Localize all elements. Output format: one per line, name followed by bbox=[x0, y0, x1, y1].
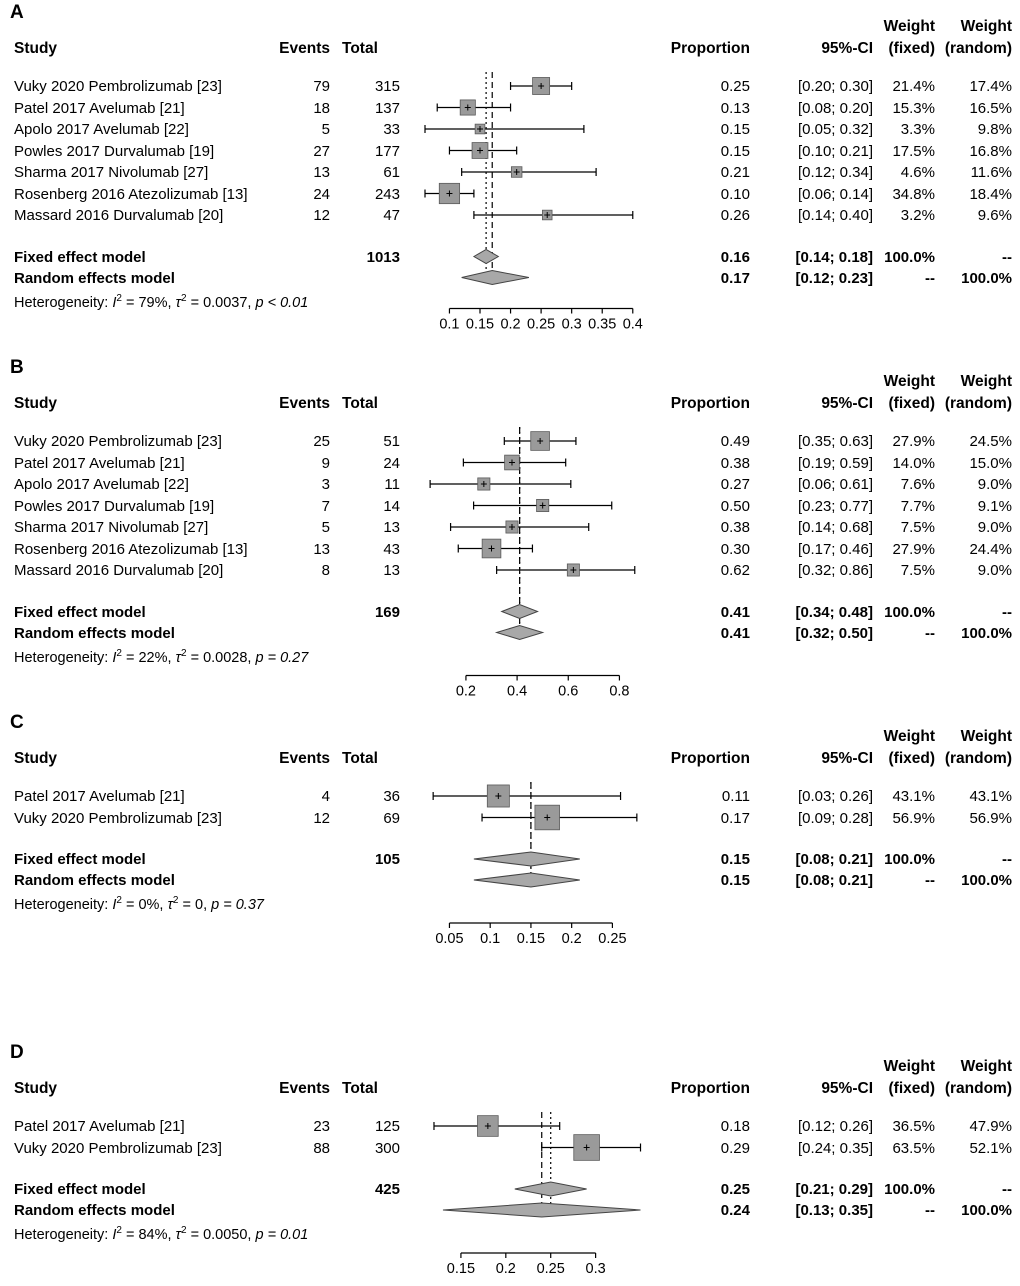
study-proportion: 0.21 bbox=[720, 164, 750, 181]
study-events: 8 bbox=[321, 562, 330, 579]
column-header-weight-fixed-sub: (fixed) bbox=[888, 395, 935, 412]
study-label: Apolo 2017 Avelumab [22] bbox=[14, 121, 189, 138]
random-effects-ci: [0.12; 0.23] bbox=[795, 269, 873, 287]
study-total: 51 bbox=[383, 433, 400, 450]
study-events: 13 bbox=[313, 164, 330, 181]
panel-letter: D bbox=[10, 1042, 24, 1063]
fixed-effect-ci: [0.14; 0.18] bbox=[795, 248, 873, 266]
study-ci: [0.19; 0.59] bbox=[797, 454, 873, 472]
study-events: 27 bbox=[313, 142, 330, 160]
study-proportion: 0.15 bbox=[720, 121, 750, 138]
column-header-study: Study bbox=[14, 40, 58, 57]
study-proportion: 0.15 bbox=[720, 142, 750, 160]
forest-plot-area bbox=[365, 782, 705, 951]
column-header-weight-fixed: Weight bbox=[883, 1058, 935, 1075]
study-ci: [0.06; 0.61] bbox=[797, 476, 873, 493]
svg-text:0.2: 0.2 bbox=[500, 316, 521, 333]
study-total: 61 bbox=[383, 164, 400, 181]
svg-text:0.2: 0.2 bbox=[561, 931, 582, 947]
column-header-ci: 95%-CI bbox=[821, 395, 873, 412]
study-weight-fixed: 17.5% bbox=[892, 142, 935, 160]
study-proportion: 0.18 bbox=[720, 1118, 750, 1135]
svg-text:0.05: 0.05 bbox=[435, 931, 464, 947]
random-effects-label: Random effects model bbox=[14, 269, 175, 287]
random-effects-weight-random: 100.0% bbox=[961, 624, 1012, 642]
fixed-effect-total: 169 bbox=[374, 603, 400, 621]
study-label: Patel 2017 Avelumab [21] bbox=[14, 454, 185, 472]
column-header-study: Study bbox=[14, 750, 58, 767]
svg-text:0.25: 0.25 bbox=[526, 316, 556, 333]
study-weight-fixed: 15.3% bbox=[892, 99, 935, 117]
study-weight-random: 15.0% bbox=[969, 454, 1012, 472]
study-weight-fixed: 7.7% bbox=[900, 497, 935, 515]
study-label: Massard 2016 Durvalumab [20] bbox=[14, 207, 224, 224]
svg-text:0.8: 0.8 bbox=[609, 683, 630, 700]
fixed-effect-total: 1013 bbox=[366, 248, 400, 266]
study-weight-random: 18.4% bbox=[969, 185, 1012, 203]
study-weight-fixed: 7.5% bbox=[900, 562, 935, 579]
study-weight-fixed: 3.3% bbox=[900, 121, 935, 138]
fixed-effect-proportion: 0.41 bbox=[720, 603, 750, 621]
random-effects-weight-random: 100.0% bbox=[961, 872, 1012, 889]
study-proportion: 0.49 bbox=[720, 433, 750, 450]
column-header-study: Study bbox=[14, 1080, 58, 1097]
random-effects-ci: [0.13; 0.35] bbox=[795, 1202, 873, 1219]
svg-text:0.2: 0.2 bbox=[455, 683, 477, 700]
fixed-effect-weight-fixed: 100.0% bbox=[884, 1181, 935, 1198]
study-total: 69 bbox=[383, 809, 400, 827]
column-header-weight-fixed-sub: (fixed) bbox=[888, 1080, 935, 1097]
column-header-weight-fixed-sub: (fixed) bbox=[888, 40, 935, 57]
column-header-ci: 95%-CI bbox=[821, 1080, 873, 1097]
svg-text:0.15: 0.15 bbox=[446, 1261, 476, 1277]
study-weight-fixed: 63.5% bbox=[892, 1139, 935, 1157]
column-header-events: Events bbox=[279, 395, 330, 412]
study-weight-random: 16.5% bbox=[969, 99, 1012, 117]
study-weight-random: 16.8% bbox=[969, 142, 1012, 160]
study-weight-fixed: 21.4% bbox=[892, 78, 935, 95]
study-total: 43 bbox=[383, 540, 400, 558]
study-total: 11 bbox=[384, 476, 400, 493]
study-total: 13 bbox=[383, 562, 400, 579]
heterogeneity-text: Heterogeneity: $I^2 = 22\%$, $\tau^2 = 0.0028$, p = 0.27 bbox=[14, 647, 309, 666]
column-header-proportion: Proportion bbox=[670, 40, 750, 57]
fixed-effect-proportion: 0.25 bbox=[720, 1181, 750, 1198]
study-label: Vuky 2020 Pembrolizumab [23] bbox=[14, 1139, 222, 1157]
study-total: 36 bbox=[383, 788, 400, 805]
study-ci: [0.14; 0.68] bbox=[797, 519, 873, 536]
study-weight-random: 17.4% bbox=[969, 78, 1012, 95]
study-weight-fixed: 27.9% bbox=[892, 540, 935, 558]
study-label: Patel 2017 Avelumab [21] bbox=[14, 1118, 185, 1135]
forest-plot-area bbox=[365, 1112, 705, 1281]
study-weight-fixed: 56.9% bbox=[892, 809, 935, 827]
study-weight-fixed: 27.9% bbox=[892, 433, 935, 450]
study-ci: [0.35; 0.63] bbox=[797, 433, 873, 450]
study-weight-fixed: 36.5% bbox=[892, 1118, 935, 1135]
study-ci: [0.23; 0.77] bbox=[797, 497, 873, 515]
study-ci: [0.10; 0.21] bbox=[797, 142, 873, 160]
fixed-effect-weight-fixed: 100.0% bbox=[884, 248, 935, 266]
column-header-weight-random-sub: (random) bbox=[944, 750, 1012, 767]
study-events: 4 bbox=[321, 788, 330, 805]
column-header-proportion: Proportion bbox=[670, 750, 750, 767]
study-events: 9 bbox=[321, 454, 330, 472]
panel-plot-b bbox=[365, 427, 705, 704]
study-total: 300 bbox=[374, 1139, 400, 1157]
column-header-weight-random-sub: (random) bbox=[944, 1080, 1012, 1097]
fixed-effect-ci: [0.21; 0.29] bbox=[795, 1181, 873, 1198]
svg-text:0.4: 0.4 bbox=[507, 683, 528, 700]
random-effects-proportion: 0.17 bbox=[720, 269, 750, 287]
random-effects-weight-fixed: -- bbox=[925, 872, 935, 889]
fixed-effect-ci: [0.34; 0.48] bbox=[795, 603, 873, 621]
random-effects-weight-fixed: -- bbox=[925, 1202, 935, 1219]
svg-text:0.2: 0.2 bbox=[495, 1261, 516, 1277]
study-total: 243 bbox=[374, 185, 400, 203]
study-total: 137 bbox=[374, 99, 400, 117]
column-header-proportion: Proportion bbox=[670, 1080, 750, 1097]
study-events: 3 bbox=[321, 476, 330, 493]
fixed-effect-weight-random: -- bbox=[1002, 248, 1012, 266]
study-label: Vuky 2020 Pembrolizumab [23] bbox=[14, 809, 222, 827]
study-total: 177 bbox=[374, 142, 400, 160]
study-events: 13 bbox=[313, 540, 330, 558]
random-effects-weight-random: 100.0% bbox=[961, 269, 1012, 287]
svg-text:0.25: 0.25 bbox=[536, 1261, 565, 1277]
panel-plot-d bbox=[365, 1112, 705, 1281]
study-label: Vuky 2020 Pembrolizumab [23] bbox=[14, 78, 222, 95]
study-weight-fixed: 14.0% bbox=[892, 454, 935, 472]
study-weight-fixed: 7.5% bbox=[900, 519, 935, 536]
column-header-events: Events bbox=[279, 750, 330, 767]
study-weight-fixed: 3.2% bbox=[900, 207, 935, 224]
study-events: 5 bbox=[321, 519, 330, 536]
svg-text:0.1: 0.1 bbox=[480, 931, 501, 947]
study-ci: [0.09; 0.28] bbox=[797, 809, 873, 827]
study-label: Powles 2017 Durvalumab [19] bbox=[14, 142, 215, 160]
column-header-weight-random: Weight bbox=[960, 1058, 1012, 1075]
fixed-effect-label: Fixed effect model bbox=[14, 603, 146, 621]
study-weight-fixed: 34.8% bbox=[892, 185, 935, 203]
study-ci: [0.05; 0.32] bbox=[797, 121, 873, 138]
study-label: Vuky 2020 Pembrolizumab [23] bbox=[14, 433, 222, 450]
study-label: Apolo 2017 Avelumab [22] bbox=[14, 476, 189, 493]
random-effects-proportion: 0.41 bbox=[720, 624, 750, 642]
study-weight-random: 47.9% bbox=[969, 1118, 1012, 1135]
column-header-weight-fixed: Weight bbox=[883, 728, 935, 745]
study-proportion: 0.26 bbox=[720, 207, 750, 224]
study-weight-random: 9.0% bbox=[977, 562, 1012, 579]
study-weight-random: 11.6% bbox=[970, 164, 1012, 181]
column-header-total: Total bbox=[342, 395, 378, 412]
random-effects-proportion: 0.24 bbox=[720, 1202, 750, 1219]
study-events: 24 bbox=[313, 185, 330, 203]
study-label: Massard 2016 Durvalumab [20] bbox=[14, 562, 224, 579]
random-effects-proportion: 0.15 bbox=[720, 872, 750, 889]
study-weight-random: 52.1% bbox=[969, 1139, 1012, 1157]
heterogeneity-text: Heterogeneity: $I^2 = 0\%$, $\tau^2 = 0$, p = 0.37 bbox=[14, 895, 264, 913]
random-effects-weight-fixed: -- bbox=[925, 269, 935, 287]
random-effects-label: Random effects model bbox=[14, 1202, 175, 1219]
fixed-effect-ci: [0.08; 0.21] bbox=[795, 851, 873, 868]
fixed-effect-weight-fixed: 100.0% bbox=[884, 603, 935, 621]
study-events: 79 bbox=[313, 78, 330, 95]
column-header-total: Total bbox=[342, 750, 378, 767]
fixed-effect-proportion: 0.15 bbox=[720, 851, 750, 868]
study-proportion: 0.38 bbox=[720, 519, 750, 536]
column-header-ci: 95%-CI bbox=[821, 750, 873, 767]
study-weight-random: 9.1% bbox=[977, 497, 1012, 515]
study-label: Patel 2017 Avelumab [21] bbox=[14, 99, 185, 117]
study-ci: [0.08; 0.20] bbox=[797, 99, 873, 117]
study-proportion: 0.38 bbox=[720, 454, 750, 472]
fixed-effect-total: 105 bbox=[374, 851, 400, 868]
random-effects-ci: [0.32; 0.50] bbox=[795, 624, 873, 642]
study-proportion: 0.62 bbox=[720, 562, 750, 579]
fixed-effect-total: 425 bbox=[374, 1181, 400, 1198]
heterogeneity-text: Heterogeneity: $I^2 = 84\%$, $\tau^2 = 0.0050$, p = 0.01 bbox=[14, 1225, 309, 1243]
svg-text:0.1: 0.1 bbox=[439, 316, 460, 333]
study-weight-random: 56.9% bbox=[969, 809, 1012, 827]
study-ci: [0.12; 0.34] bbox=[797, 164, 873, 181]
study-weight-fixed: 43.1% bbox=[892, 788, 935, 805]
random-effects-label: Random effects model bbox=[14, 624, 175, 642]
heterogeneity-text: Heterogeneity: $I^2 = 79\%$, $\tau^2 = 0.0037$, p < 0.01 bbox=[14, 292, 309, 311]
study-total: 33 bbox=[383, 121, 400, 138]
study-total: 14 bbox=[383, 497, 400, 515]
panel-plot-c bbox=[365, 782, 705, 951]
study-proportion: 0.10 bbox=[720, 185, 750, 203]
svg-text:0.15: 0.15 bbox=[516, 931, 546, 947]
column-header-weight-random: Weight bbox=[960, 728, 1012, 745]
study-total: 315 bbox=[374, 78, 400, 95]
study-events: 7 bbox=[321, 497, 330, 515]
study-weight-fixed: 4.6% bbox=[900, 164, 935, 181]
study-label: Sharma 2017 Nivolumab [27] bbox=[14, 164, 209, 181]
study-label: Rosenberg 2016 Atezolizumab [13] bbox=[14, 185, 248, 203]
study-weight-random: 9.0% bbox=[977, 476, 1012, 493]
study-events: 12 bbox=[313, 809, 330, 827]
svg-text:0.15: 0.15 bbox=[465, 316, 495, 333]
panel-letter: C bbox=[10, 712, 24, 733]
column-header-weight-fixed: Weight bbox=[883, 373, 935, 390]
column-header-events: Events bbox=[279, 1080, 330, 1097]
svg-text:0.25: 0.25 bbox=[598, 931, 627, 947]
column-header-weight-random: Weight bbox=[960, 18, 1012, 35]
study-weight-random: 9.0% bbox=[977, 519, 1012, 536]
random-effects-weight-random: 100.0% bbox=[961, 1202, 1012, 1219]
fixed-effect-label: Fixed effect model bbox=[14, 1181, 146, 1198]
study-proportion: 0.30 bbox=[720, 540, 750, 558]
study-ci: [0.14; 0.40] bbox=[797, 207, 873, 224]
study-ci: [0.24; 0.35] bbox=[797, 1139, 873, 1157]
study-events: 12 bbox=[313, 207, 330, 224]
fixed-effect-weight-random: -- bbox=[1002, 603, 1012, 621]
svg-text:0.6: 0.6 bbox=[558, 683, 579, 700]
svg-text:0.3: 0.3 bbox=[561, 316, 582, 333]
study-proportion: 0.27 bbox=[720, 476, 750, 493]
study-label: Powles 2017 Durvalumab [19] bbox=[14, 497, 215, 515]
column-header-total: Total bbox=[342, 1080, 378, 1097]
study-proportion: 0.50 bbox=[720, 497, 750, 515]
column-header-total: Total bbox=[342, 40, 378, 57]
column-header-events: Events bbox=[279, 40, 330, 57]
column-header-weight-random: Weight bbox=[960, 373, 1012, 390]
study-weight-random: 9.6% bbox=[977, 207, 1012, 224]
column-header-ci: 95%-CI bbox=[821, 40, 873, 57]
forest-plot-area bbox=[365, 72, 705, 337]
study-events: 23 bbox=[313, 1118, 330, 1135]
column-header-proportion: Proportion bbox=[670, 395, 750, 412]
study-weight-fixed: 7.6% bbox=[900, 476, 935, 493]
study-total: 24 bbox=[383, 454, 400, 472]
study-total: 13 bbox=[383, 519, 400, 536]
study-proportion: 0.13 bbox=[720, 99, 750, 117]
column-header-weight-random-sub: (random) bbox=[944, 40, 1012, 57]
study-ci: [0.06; 0.14] bbox=[797, 185, 873, 203]
study-events: 88 bbox=[313, 1139, 330, 1157]
column-header-weight-random-sub: (random) bbox=[944, 395, 1012, 412]
study-label: Sharma 2017 Nivolumab [27] bbox=[14, 519, 209, 536]
study-events: 18 bbox=[313, 99, 330, 117]
panel-plot-a bbox=[365, 72, 705, 337]
study-proportion: 0.25 bbox=[720, 78, 750, 95]
study-ci: [0.03; 0.26] bbox=[797, 788, 873, 805]
panel-letter: B bbox=[10, 357, 24, 378]
study-total: 125 bbox=[374, 1118, 400, 1135]
study-events: 25 bbox=[313, 433, 330, 450]
fixed-effect-weight-random: -- bbox=[1002, 1181, 1012, 1198]
column-header-weight-fixed-sub: (fixed) bbox=[888, 750, 935, 767]
study-ci: [0.32; 0.86] bbox=[797, 562, 873, 579]
study-total: 47 bbox=[383, 207, 400, 224]
random-effects-weight-fixed: -- bbox=[925, 624, 935, 642]
column-header-study: Study bbox=[14, 395, 58, 412]
study-weight-random: 24.4% bbox=[969, 540, 1012, 558]
study-proportion: 0.17 bbox=[720, 809, 750, 827]
study-label: Rosenberg 2016 Atezolizumab [13] bbox=[14, 540, 248, 558]
fixed-effect-proportion: 0.16 bbox=[720, 248, 750, 266]
study-proportion: 0.11 bbox=[721, 788, 750, 805]
forest-plot-area bbox=[365, 427, 705, 704]
fixed-effect-weight-random: -- bbox=[1002, 851, 1012, 868]
study-events: 5 bbox=[321, 121, 330, 138]
study-label: Patel 2017 Avelumab [21] bbox=[14, 788, 185, 805]
panel-letter: A bbox=[10, 2, 24, 23]
study-weight-random: 43.1% bbox=[969, 788, 1012, 805]
svg-text:0.4: 0.4 bbox=[622, 316, 643, 333]
svg-text:0.3: 0.3 bbox=[585, 1261, 606, 1277]
column-header-weight-fixed: Weight bbox=[883, 18, 935, 35]
study-ci: [0.17; 0.46] bbox=[797, 540, 873, 558]
study-ci: [0.12; 0.26] bbox=[797, 1118, 873, 1135]
random-effects-label: Random effects model bbox=[14, 872, 175, 889]
random-effects-ci: [0.08; 0.21] bbox=[795, 872, 873, 889]
fixed-effect-weight-fixed: 100.0% bbox=[884, 851, 935, 868]
fixed-effect-label: Fixed effect model bbox=[14, 248, 146, 266]
svg-text:0.35: 0.35 bbox=[588, 316, 617, 333]
study-weight-random: 9.8% bbox=[977, 121, 1012, 138]
study-proportion: 0.29 bbox=[720, 1139, 750, 1157]
study-ci: [0.20; 0.30] bbox=[797, 78, 873, 95]
study-weight-random: 24.5% bbox=[969, 433, 1012, 450]
fixed-effect-label: Fixed effect model bbox=[14, 851, 146, 868]
